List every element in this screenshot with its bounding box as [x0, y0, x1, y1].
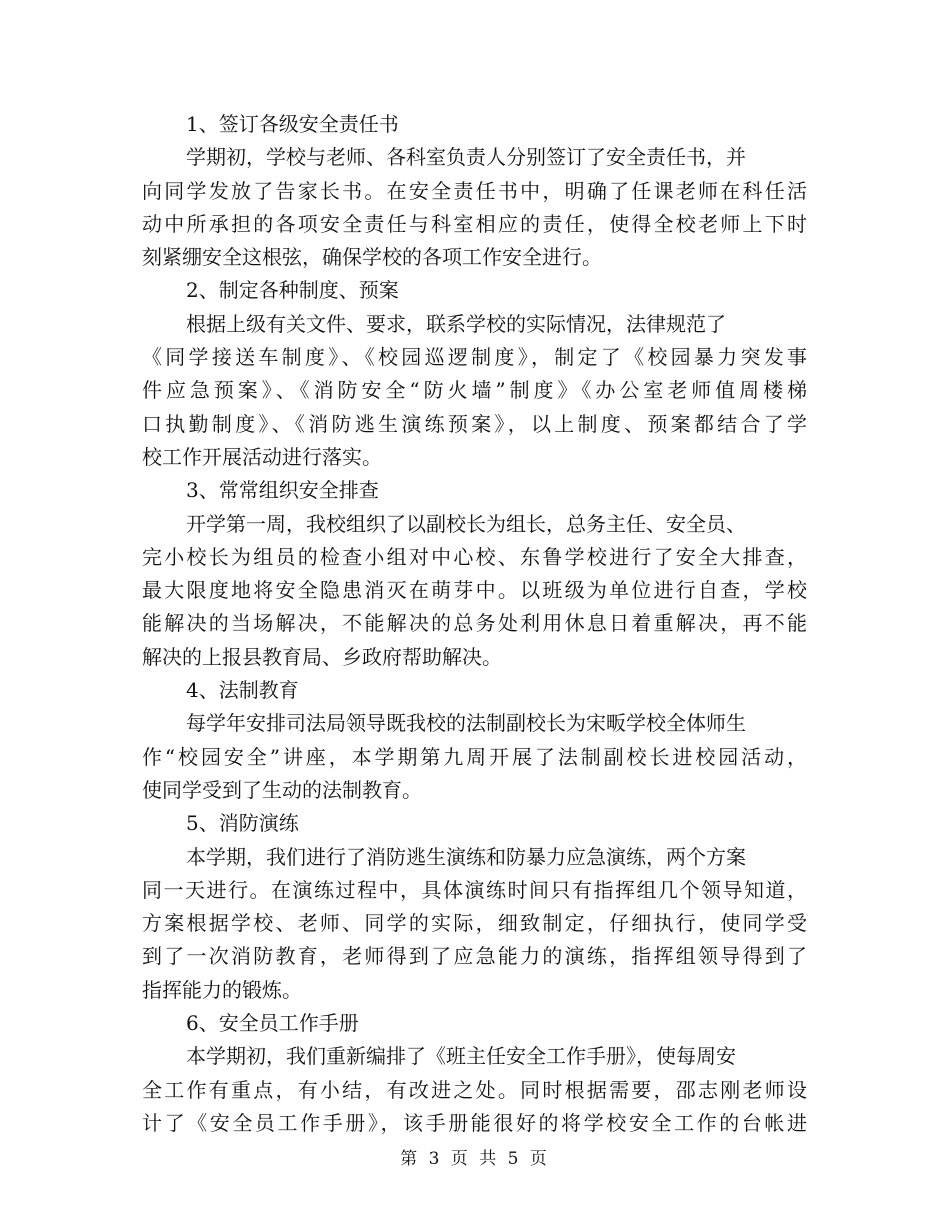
- paragraph-line: 最大限度地将安全隐患消灭在萌芽中。以班级为单位进行自查，学校: [142, 578, 807, 603]
- paragraph-line: 全工作有重点，有小结，有改进之处。同时根据需要，邵志刚老师设: [142, 1077, 807, 1102]
- paragraph-line: 刻紧绷安全这根弦，确保学校的各项工作安全进行。: [142, 245, 602, 270]
- paragraph-line: 件应急预案》、《消防安全“防火墙”制度》《办公室老师值周楼梯: [142, 378, 807, 403]
- paragraph-line: 学期初，学校与老师、各科室负责人分别签订了安全责任书，并: [186, 145, 746, 170]
- paragraph-line: 本学期初，我们重新编排了《班主任安全工作手册》，使每周安: [186, 1044, 736, 1069]
- paragraph-line: 指挥能力的锻炼。: [142, 977, 302, 1002]
- section-heading: 5、消防演练: [186, 811, 299, 836]
- paragraph-line: 根据上级有关文件、要求，联系学校的实际情况，法律规范了: [186, 311, 726, 336]
- paragraph-line: 本学期，我们进行了消防逃生演练和防暴力应急演练，两个方案: [186, 844, 746, 869]
- paragraph-line: 每学年安排司法局领导既我校的法制副校长为宋畈学校全体师生: [186, 711, 746, 736]
- paragraph-line: 同一天进行。在演练过程中，具体演练时间只有指挥组几个领导知道，: [142, 877, 807, 902]
- paragraph-line: 动中所承担的各项安全责任与科室相应的责任，使得全校老师上下时: [142, 211, 807, 236]
- paragraph-line: 方案根据学校、老师、同学的实际，细致制定，仔细执行，使同学受: [142, 911, 807, 936]
- paragraph-line: 解决的上报县教育局、乡政府帮助解决。: [142, 644, 502, 669]
- section-heading: 1、签订各级安全责任书: [186, 112, 399, 136]
- paragraph-line: 能解决的当场解决，不能解决的总务处利用休息日着重解决，再不能: [142, 611, 807, 636]
- paragraph-line: 计了《安全员工作手册》，该手册能很好的将学校安全工作的台帐进: [142, 1110, 807, 1135]
- paragraph-line: 口执勤制度》、《消防逃生演练预案》，以上制度、预案都结合了学: [142, 411, 807, 436]
- paragraph-line: 作“校园安全”讲座，本学期第九周开展了法制副校长进校园活动，: [142, 744, 807, 769]
- section-heading: 6、安全员工作手册: [186, 1011, 359, 1036]
- paragraph-line: 向同学发放了告家长书。在安全责任书中，明确了任课老师在科任活: [142, 178, 807, 203]
- section-heading: 2、制定各种制度、预案: [186, 278, 399, 303]
- paragraph-line: 《同学接送车制度》、《校园巡逻制度》，制定了《校园暴力突发事: [142, 345, 807, 370]
- paragraph-line: 校工作开展活动进行落实。: [142, 444, 382, 469]
- paragraph-line: 完小校长为组员的检查小组对中心校、东鲁学校进行了安全大排查，: [142, 544, 807, 569]
- section-heading: 3、常常组织安全排查: [186, 478, 379, 503]
- page-footer: 第 3 页 共 5 页: [400, 1149, 550, 1169]
- section-heading: 4、法制教育: [186, 678, 299, 703]
- paragraph-line: 使同学受到了生动的法制教育。: [142, 777, 422, 802]
- document-body: [142, 108, 807, 1140]
- paragraph-line: 开学第一周，我校组织了以副校长为组长，总务主任、安全员、: [186, 511, 746, 536]
- paragraph-line: 到了一次消防教育，老师得到了应急能力的演练，指挥组领导得到了: [142, 944, 807, 969]
